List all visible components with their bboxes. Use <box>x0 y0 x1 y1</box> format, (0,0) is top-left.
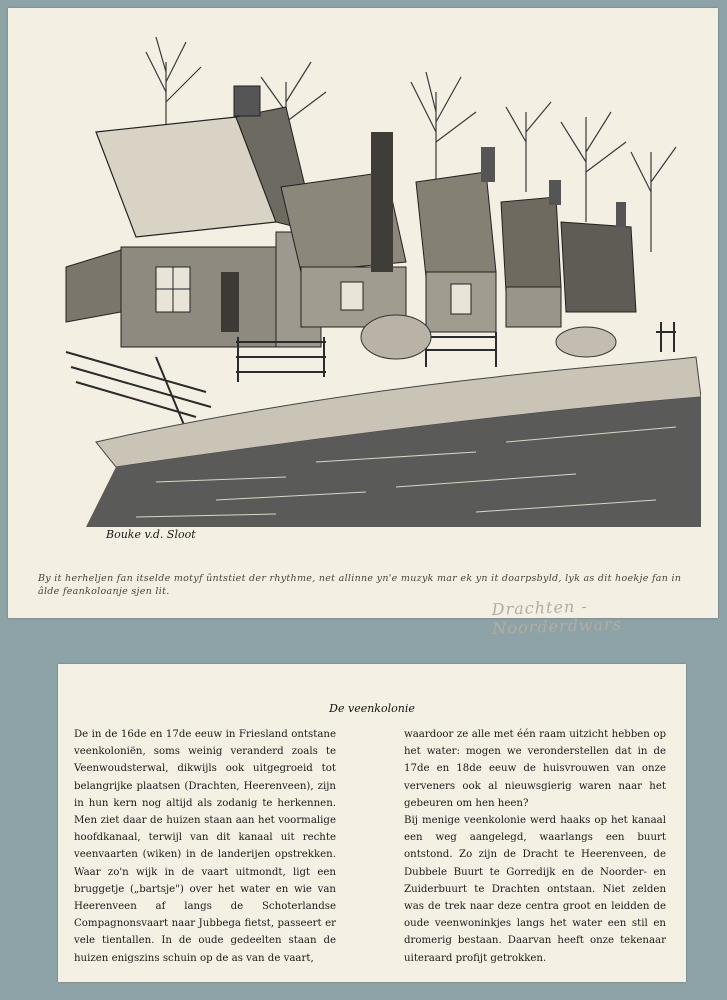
article-title: De veenkolonie <box>329 702 415 715</box>
article-card <box>58 664 686 982</box>
canal-houses-drawing <box>56 22 701 534</box>
article-left-column <box>74 726 336 967</box>
artist-signature: Bouke v.d. Sloot <box>106 528 196 541</box>
article-paragraph: De in de 16de en 17de eeuw in Friesland ontstane veenkoloniën, soms weinig veranderd zoals te Veenwoudsterwal, dikwijls ook uitgegroeid tot belangrijke plaatsen (Drachten, Heerenveen), zijn in hun kern nog altijd als zodanig te herkennen. Men ziet daar de huizen staan aan het voormalige hoofdkanaal, terwijl van dit kanaal uit rechte veenvaarten (wiken) in de landerijen opstrekken. Waar zo'n wijk in de vaart uitmondt, ligt een bruggetje („bartsje") over het water en wie van Heerenveen af langs de Schoterlandse Compagnonsvaart naar Jubbega fietst, passeert er vele tientallen. In de oude gedeelten staan de huizen enigszins schuin op de as van de vaart, <box>74 729 336 964</box>
article-paragraph: waardoor ze alle met één raam uitzicht hebben op het water: mogen we veronderstellen dat in de 17de en 18de eeuw de huisvrouwen van onze verveners ook al nieuwsgierig waren naar het gebeuren om hen heen? <box>404 729 666 809</box>
illustration-card <box>8 8 718 638</box>
article-paragraph: Bij menige veenkolonie werd haaks op het kanaal een weg aangelegd, waarlangs een buurt ontstond. Zo zijn de Dracht te Heerenveen, de Dubbele Buurt te Gorredijk en de Noorder- en Zuiderbuurt te Drachten ontstaan. Niet zelden was de trek naar deze centra groot en leidden de oude veenwoninkjes langs het water een stil en dromerig bestaan. Daarvan heeft onze tekenaar uiteraard profijt getrokken. <box>404 815 666 964</box>
pencil-annotation: Drachten - Noorderdwars <box>491 596 623 638</box>
article-right-column <box>404 726 666 967</box>
illustration-caption: By it herheljen fan itselde motyf ûntstiet der rhythme, net allinne yn'e muzyk mar ek yn it doarpsbyld, lyk as dit hoekje fan in âlde feankoloanje sjen lit. <box>38 573 682 597</box>
